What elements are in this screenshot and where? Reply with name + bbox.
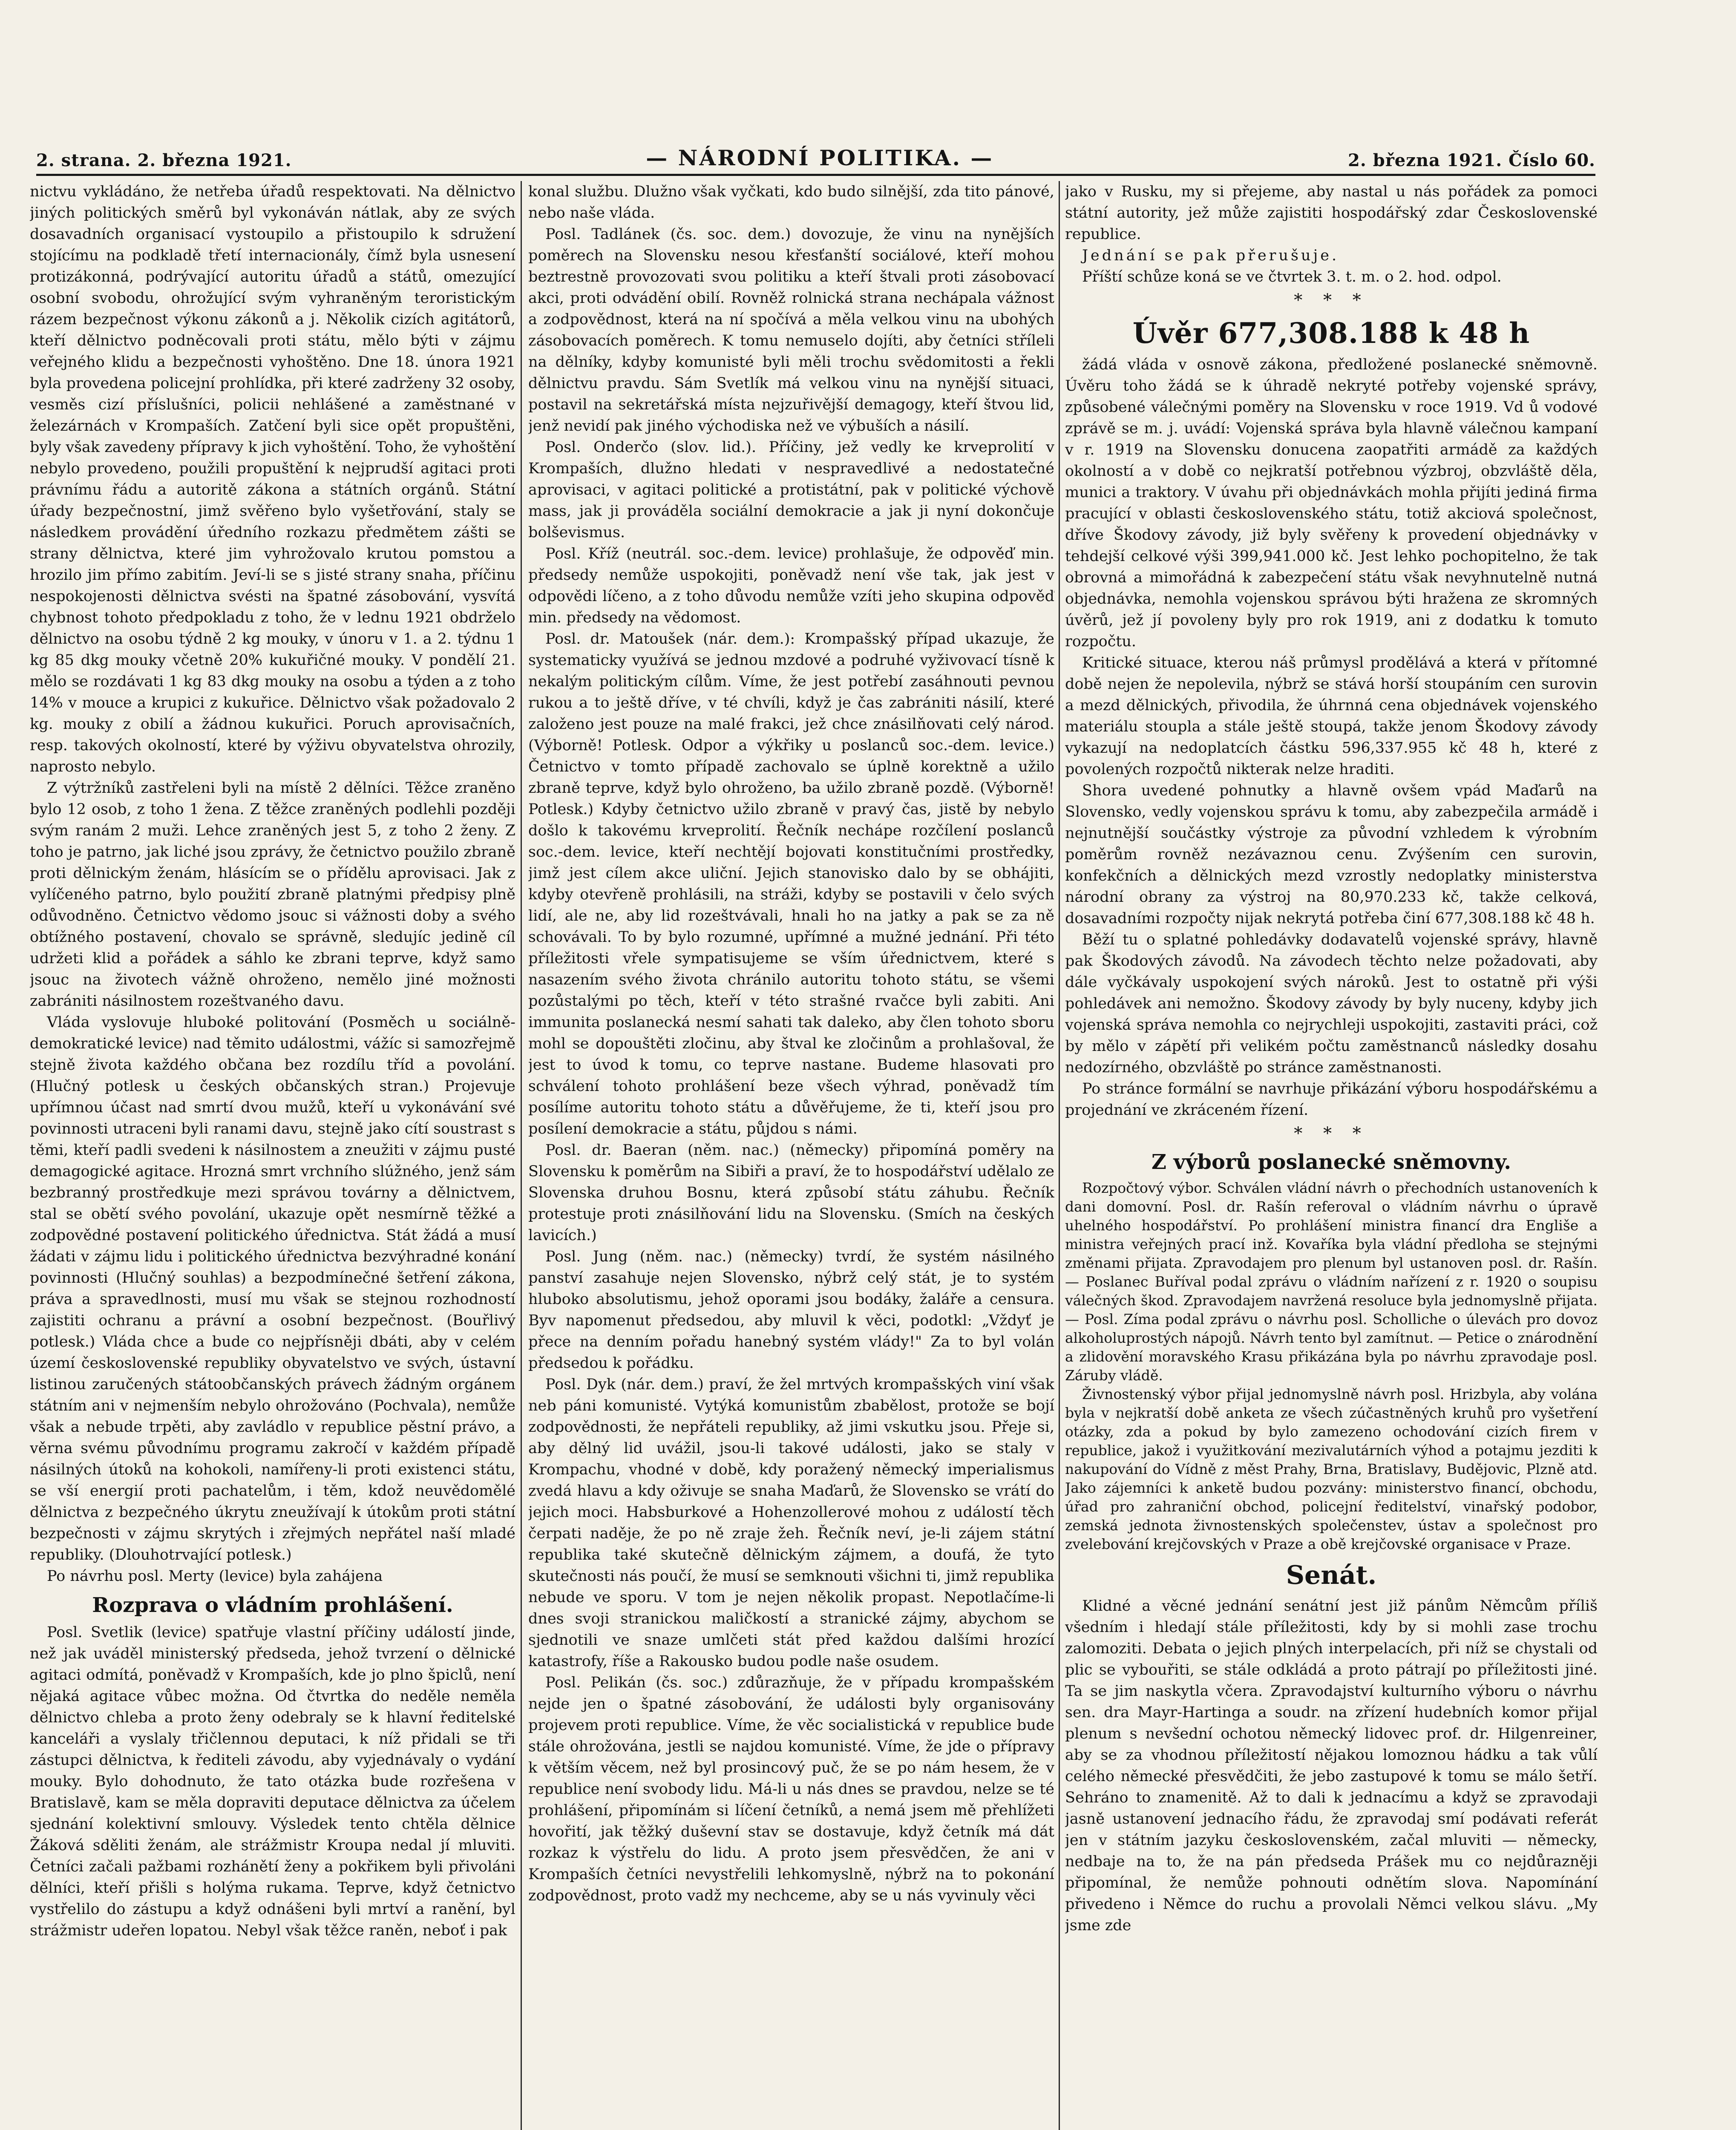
paragraph: Běží tu o splatné pohledávky dodavatelů vojenské správy, hlavně pak Škodových závodů. Na závodech těchto nelze požadovati, aby dále vyčkávaly uspokojení svých nároků. Jest to ostatně při výši pohledávek ani nemožno. Škodovy závody by byly nuceny, kdyby jich vojenská správa nemohla co nejrychleji uspokojiti, zastaviti práci, což by mělo v zápětí při velikém počtu zaměstnanců následky dosahu nedozírného, obzvláště po stránce zaměstnanosti. bbox=[1065, 931, 1598, 1076]
column-rule-1 bbox=[521, 181, 522, 2130]
masthead-right: 2. března 1921. Číslo 60. bbox=[1348, 150, 1595, 170]
paragraph: Rozpočtový výbor. Schválen vládní návrh o přechodních ustanoveních k dani domovní. Posl. dr. Rašín referoval o vládním návrhu o úpravě uhelného hospodářství. Po prohlášení ministra financí dra Engliše a ministra veřejných prací inž. Kovaříka byla vládní předloha se stejnými změnami přijata. Zpravodajem pro plenum byl ustanoven posl. dr. Rašín. — Poslanec Buříval podal zprávu o vládním nařízení z r. 1920 o soupisu válečných škod. Zpravodajem navržená resoluce byla jednomyslně přijata. — Posl. Zíma podal zprávu o návrhu posl. Scholliche o úlevách pro dovoz alkoholuprostých nápojů. Návrh tento byl zamítnut. — Petice o znárodnění a zlidovění moravského Krasu přikázána byla po návrhu zpravodaje posl. Záruby vládě. bbox=[1065, 1180, 1598, 1384]
masthead-left: 2. strana. 2. března 1921. bbox=[36, 150, 292, 170]
paragraph: Posl. dr. Baeran (něm. nac.) (německy) připomíná poměry na Slovensku k poměrům na Sibiři a praví, že to hospodářství udělalo ze Slovenska druhou Bosnu, která způsobí státu záhubu. Řečník protestuje proti znásilňování lidu na Slovensku. (Smích na českých lavicích.) bbox=[528, 1142, 1054, 1244]
paragraph: Po návrhu posl. Merty (levice) byla zahájena bbox=[47, 1568, 383, 1585]
section-separator: * * * bbox=[1294, 291, 1369, 310]
paragraph: Posl. Onderčo (slov. lid.). Příčiny, jež vedly ke krveprolití v Krompaších, dlužno hledati v nespravedlivé a nedostatečné aprovisaci, v agitaci politické a protistátní, pak v politické výchově mass, jak ji prováděla sociální demokracie a jak ji nyní dokončuje bolševismus. bbox=[528, 439, 1054, 541]
column-3 bbox=[1065, 181, 1598, 2130]
paragraph: žádá vláda v osnově zákona, předložené poslanecké sněmovně. Úvěru toho žádá se k úhradě nekryté potřeby vojenské správy, způsobené válečnými poměry na Slovensku v roce 1919. Vd ů vodové zprávě se m. j. uvádí: Vojenská správa byla hlavně válečnou kampaní v r. 1919 na Slovensku donucena zaopatřiti armádě za každých okolností a v době co nejkratší potřebnou výzbroj, obzvláště děla, munici a traktory. V úvahu při objednávkách mohla přijíti jediná firma pracující v oblasti československého státu, totiž akciová společnost, dříve Škodovy závody, již byly svěřeny k provedení objednávky v tehdejší celkové výši 399,941.000 kč. Jest lehko pochopitelno, že tak obrovná a mimořádná k zabezpečení státu však nevyhnutelně nutná objednávka, nemohla vojenskou správou býti hražena ze skromných úvěrů, jež jí povoleny byly pro rok 1919, ani z dodatku k tomuto rozpočtu. bbox=[1065, 356, 1598, 650]
column-rule-2 bbox=[1059, 181, 1060, 2130]
masthead bbox=[36, 145, 1595, 170]
paragraph: jako v Rusku, my si přejeme, aby nastal u nás pořádek za pomoci státní autority, jež může zajistiti hospodářský zdar Československé republice. bbox=[1065, 183, 1598, 243]
paragraph: Z výtržníků zastřeleni byli na místě 2 dělníci. Těžce zraněno bylo 12 osob, z toho 1 žena. Z těžce zraněných podlehli později svým ranám 2 muži. Lehce zraněných jest 5, z toho 2 ženy. Z toho je patrno, jak liché jsou zprávy, že četnictvo použilo zbraně proti dělnickým ženám, hlásícím se o přídělu aprovisaci. Jak z vylíčeného patrno, bylo použití zbraně platnými předpisy plně odůvodněno. Četnictvo vědomo jsouc si vážnosti doby a svého obtížného postavení, chovalo se správně, sledujíc jedině cíl udržeti klid a pořádek a sáhlo ke zbrani teprve, když samo jsouc na životech vážně ohroženo, nemělo jiné možnosti zabrániti násilnostem rozeštvaného davu. bbox=[30, 780, 515, 1010]
paragraph: Posl. Dyk (nár. dem.) praví, že žel mrtvých krompašských viní však neb páni komunisté. Vytýká komunistům zbabělost, protože se bojí zodpovědnosti, že nepřáteli republiky, až jimi vskutku jsou. Přeje si, aby dělný lid uvážil, jsou-li takové události, jako se staly v Krompachu, vhodné v době, kdy poražený německý imperialismus zvedá hlavu a kdy oživuje se snaha Maďarů, že Slovensko se vrátí do jejich moci. Habsburkové a Hohenzollerové mohou z událostí těch čerpati naděje, že po ně zraje žeh. Řečník neví, je-li zájem státní republika také skutečně dělnickým zájmem, a doufá, že tyto skutečnosti nás poučí, že musí se semknouti všichni ti, jimž republika nebude ve sporu. V tom je nejen několik propast. Nepotlačíme-li dnes svoji stranickou maličkostí a stranické zájmy, abychom se sjednotili ve snaze umlčeti stát před každou dalšími hrozící katastrofy, říše a Rakousko budou podle naše osudem. bbox=[528, 1376, 1054, 1670]
paragraph: nictvu vykládáno, že netřeba úřadů respektovati. Na dělnictvo jiných politických směrů byl vykonáván nátlak, aby ze svých dosavadních organisací vystoupilo a přistoupilo k sdružení stojícímu na podkladě třetí internacionály, čímž byla usnesení protizákonná, podrývající autoritu úřadů a států, omezující osobní svobodu, ohrožující svým vyhraněným teroristickým rázem bezpečnost výkonu zákonů a j. Několik cizích agitátorů, kteří dělnictvo podněcovali proti státu, mělo býti v zájmu veřejného klidu a bezpečnosti vyhoštěno. Dne 18. února 1921 byla provedena policejní prohlídka, při které zadrženy 32 osoby, vesměs cizí příslušníci, policii nehlášené a zaměstnané v železárnách v Krompaších. Zatčení byli sice opět propuštěni, byly však zavedeny přípravy k jich vyhoštění. Toho, že vyhoštění nebylo provedeno, použili propuštění k nejprudší agitaci proti právnímu řádu a autoritě zákona a státních orgánů. Státní úřady bezpečnostní, jimž svěřeno bylo vyšetřování, staly se následkem provádění úředního rozkazu předmětem zášti se strany dělnictva, které jim vyhrožovalo krutou pomstou a hrozilo jim přímo zabitím. Jeví-li se s jisté strany snaha, příčinu nespokojenosti dělnictva svésti na špatné zásobování, vysvítá chybnost tohoto předpokladu z toho, že v lednu 1921 obdrželo dělnictvo na osobu týdně 2 kg mouky, v únoru v 1. a 2. týdnu 1 kg 85 dkg mouky včetně 20% kukuřičné mouky. V pondělí 21. mělo se rozdávati 1 kg 83 dkg mouky na osobu a týden a z toho 14% v mouce a krupici z kukuřice. Dělnictvo však požadovalo 2 kg. mouky z obilí a žádnou kukuřici. Poruch aprovisačních, resp. takových okolností, které by výživu obyvatelstva ohrozily, naprosto nebylo. bbox=[30, 183, 515, 775]
section-separator: * * * bbox=[1294, 1124, 1369, 1143]
masthead-title: — NÁRODNÍ POLITIKA. — bbox=[646, 145, 994, 170]
paragraph: Klidné a věcné jednání senátní jest již pánům Němcům příliš všedním i hledají stále příležitosti, kdy by si mohli zase trochu zalomoziti. Debata o jejich plných interpelacích, při níž se chystali od plic se vybouřiti, se stále odkládá a proto pátrají po příležitosti jiné. Ta se jim naskytla včera. Zpravodajství kulturního výboru o návrhu sen. dra Mayr-Hartinga a soudr. na zřízení hudebních komor přijal plenum s nevšední ochotou německý lidovec prof. dr. Hilgenreiner, aby se za vhodnou příležitostí nějakou lomoznou hádku a tak vůlí celého německé přesvědčiti, že jebo zastupové k tomu se málo šetří. Sehráno to znamenitě. Až to dali k jednacímu a když se zpravodaji jasně ustanovení jednacího řádu, že zpravodaj smí podávati referát jen v státním jazyku československém, začal mluviti — německy, nedbaje na to, že na pán předseda Prášek mu co nejdůrazněji připomínal, že nemůže pohnouti odnětím slova. Napomínání přivedeno i Němce do ruchu a provolali Němci velkou slávu. „My jsme zde bbox=[1065, 1598, 1598, 1934]
paragraph: Posl. Svetlik (levice) spatřuje vlastní příčiny událostí jinde, než jak uváděl ministerský předseda, jehož tvrzení o dělnické agitaci odmítá, poněvadž v Krompaších, kde jo plno špiclů, není nějaká agitace vůbec možna. Od čtvrtka do neděle neměla dělnictvo chleba a proto ženy odebraly se k hlavní ředitelské kanceláři a vyslaly třičlennou deputaci, k níž přidali se tři zástupci dělnictva, k řediteli závodu, aby vyjednávaly o vydání mouky. Bylo dohodnuto, že tato otázka bude rozřešena v Bratislavě, kam se měla dopraviti deputace dělnictva za účelem sjednání kolektivní smlouvy. Výsledek tento chtěla dělnice Žáková sděliti ženám, ale strážmistr Kroupa nedal jí mluviti. Četníci začali pažbami rozhánětí ženy a pokřikem byli přivoláni dělníci, kteří přišli s holýma rukama. Teprve, když četnictvo vystřelilo do zástupu a když odnášeni byli mrtví a ranění, byl strážmistr udeřen lopatou. Nebyl však těžce raněn, neboť i pak bbox=[30, 1624, 515, 1939]
section-heading: Z výborů poslanecké sněmovny. bbox=[1151, 1150, 1511, 1174]
paragraph: Živnostenský výbor přijal jednomyslně návrh posl. Hrizbyla, aby volána byla v nejkratší době anketa ze všech zúčastněných kruhů pro vyšetření otázky, zda a pokud by bylo zamezeno ochodování cizích firem v republice, jakož i využitkování mezivalutárních výhod a potajmu jezditi k nakupování do Vídně z měst Prahy, Brna, Bratislavy, Budějovic, Plzně atd. Jako zájemníci k anketě budou pozvány: ministerstvo financí, obchodu, úřad pro zahraniční obchod, policejní ředitelství, vinařský podobor, zemská jednota živnostenských společenstev, ústav a společnost pro zvelebování krejčovských v Praze a obě krejčovské organisace v Praze. bbox=[1065, 1386, 1598, 1552]
paragraph: Posl. Kříž (neutrál. soc.-dem. levice) prohlašuje, že odpověď min. předsedy nemůže uspokojiti, poněvadž není vše tak, jak jest v odpovědi líčeno, a z toho důvodu nemůže vzíti jeho skupina odpověď min. předsedy na vědomost. bbox=[528, 545, 1054, 626]
paragraph: Posl. Jung (něm. nac.) (německy) tvrdí, že systém násilného panství zasahuje nejen Slovensko, nýbrž celý stát, je to systém hluboko absolutismu, jehož oporami jsou bodáky, žaláře a censura. Byv napomenut předsedou, aby mluvil k věci, podotkl: „Vždyť je přece na denním pořadu hanebný systém vlády!" Za to byl volán předsedou k pořádku. bbox=[528, 1248, 1054, 1372]
paragraph: Posl. Tadlánek (čs. soc. dem.) dovozuje, že vinu na nynějších poměrech na Slovensku nesou křesťanští sociálové, kteří mohou beztrestně provozovati svou politiku a kteří štvali proti zásobovací akci, proti odvádění obilí. Rovněž rolnická strana nechápala vážnost a zodpovědnost, která na ní spočívá a měla velkou vinu na ubohých zásobovacích poměrech. K tomu nemuselo dojíti, aby četníci stříleli na dělníky, kdyby komunisté byli měli trochu svědomitosti a řekli dělnictvu pravdu. Sám Svetlík má velkou vinu na nynější situaci, postavil na sekretářská místa nejzuřivější demagogy, kteří štvou lid, jenž nevidí pak jiného východiska než ve výbuších a násilí. bbox=[528, 226, 1054, 435]
paragraph: Kritické situace, kterou náš průmysl prodělává a která v přítomné době nejen že nepolevila, nýbrž se stává horší stoupáním cen surovin a mezd dělnických, přivodila, že úhrnná cena objednávek vojenského materiálu stoupla a stále ještě stoupá, takže jenom Škodovy závody vykazují na nedoplatcích částku 596,337.955 kč 48 h, které z povolených rozpočtů nikterak nelze hraditi. bbox=[1065, 654, 1598, 778]
section-heading: Úvěr 677,308.188 k 48 h bbox=[1132, 317, 1530, 350]
paragraph: Po stránce formální se navrhuje přikázání výboru hospodářskému a projednání ve zkráceném řízení. bbox=[1065, 1080, 1598, 1119]
section-heading: Rozprava o vládním prohlášení. bbox=[92, 1593, 453, 1617]
paragraph: Příští schůze koná se ve čtvrtek 3. t. m. o 2. hod. odpol. bbox=[1082, 268, 1502, 285]
masthead-rule bbox=[36, 174, 1595, 176]
column-2 bbox=[528, 181, 1054, 2130]
column-1 bbox=[30, 181, 515, 2130]
section-heading: Senát. bbox=[1286, 1560, 1377, 1590]
paragraph: Jednání se pak přerušuje. bbox=[1082, 247, 1339, 264]
paragraph: Posl. dr. Matoušek (nár. dem.): Krompašský případ ukazuje, že systematicky využívá se jednou mzdové a podruhé vyživovací tísně k nekalým politickým cílům. Víme, že jest potřebí zasáhnouti pevnou rukou a to ještě dříve, v té chvíli, když je čas zabrániti násilí, které založeno jest pouze na malé frakci, jež chce znásilňovati celý národ. (Výborně! Potlesk. Odpor a výkřiky u poslanců soc.-dem. levice.) Četnictvo v tomto případě zachovalo se úplně korektně a užilo zbraně teprve, když bylo ohroženo, ba užilo zbraně pozdě. (Výborně! Potlesk.) Kdyby četnictvo užilo zbraně v pravý čas, jistě by nebylo došlo k takovému krveprolití. Řečník nechápe rozčílení poslanců soc.-dem. levice, kteří nechtějí bojovati konstitučními prostředky, jimž jest cílem akce uliční. Jejich stanovisko dalo by se obhájiti, kdyby otevřeně prohlásili, na stráži, kdyby se postavili v čelo svých lidí, ale ne, aby lid rozeštvávali, hnali ho na jatky a pak se za ně schovávali. To by bylo rozumné, upřímné a mužné jednání. Při této příležitosti vřele sympatisujeme se vším úřednictvem, které s nasazením svého života chránilo autoritu tohoto státu, se všemi pozůstalými po těch, kteří v této strašné rvačce byli zabiti. Ani immunita poslanecká nesmí sahati tak daleko, aby člen tohoto sboru mohl se dopouštěti zločinu, aby štval ke zločinům a prohlašoval, že jest to úvod k tomu, co teprve nastane. Budeme hlasovati pro schválení tohoto prohlášení beze všech výhrad, poněvadž tím posílíme autoritu tohoto státu a důvěřujeme, že ti, kteří jsou pro posílení demokracie a státu, půjdou s námi. bbox=[528, 630, 1054, 1137]
paragraph: Posl. Pelikán (čs. soc.) zdůrazňuje, že v případu krompašském nejde jen o špatné zásobování, že události byly organisovány projevem proti republice. Víme, že věc socialistická v republice bude stále ohrožována, jestli se najdou komunisté. Víme, že jde o přípravy k větším věcem, než byl prosincový puč, že se po nám hesem, že v republice není svobody lidu. Má-li u nás dnes se pravdou, nelze se té prohlášení, připomínám si líčení četníků, a nemá jsem mě přehlížeti hovořití, jak těžký duševní stav se dostavuje, když četník má dát rozkaz k výstřelu do lidu. A proto jsem přesvědčen, že ani v Krompaších četníci nevystřelili lehkomyslně, nýbrž na to pokonání zodpovědnost, proto vadž my nechceme, aby se u nás vyvinuly věci bbox=[528, 1674, 1054, 1904]
paragraph: Vláda vyslovuje hluboké politování (Posměch u sociálně-demokratické levice) nad těmito událostmi, vážíc si samozřejmě stejně života každého občana bez rozdílu tříd a povolání. (Hlučný potlesk u českých občanských stran.) Projevuje upřímnou účast nad smrtí dvou mužů, kteří u vykonávání své povinnosti utraceni byli ranami davu, stejně jako cítí soustrast s těmi, kteří padli svedeni k násilnostem a zneužiti v zájmu pusté demagogické agitace. Hrozná smrt vrchního slúžného, jenž sám bezbranný prostředkuje mezi správou továrny a dělnictvem, stal se obětí svého povolání, ukazuje opět nesmírně těžké a zodpovědné postavení politického úřednictva. Stát žádá a musí žádati v zájmu lidu i politického úřednictva bezvýhradné konání povinnosti (Hlučný souhlas) a bezpodmínečné šetření zákona, práva a spravedlnosti, musí mu však se stejnou rozhodností zajistiti ochranu a právní a osobní bezpečnost. (Bouřlivý potlesk.) Vláda chce a bude co nejpřísněji dbáti, aby v celém území československé republiky obyvatelstvo ve svých, ústavní listinou zaručených státoobčanských právech žádným orgánem státním ani v nejmenším nebylo ohrožováno (Pochvala), nemůže však a nebude trpěti, aby zavládlo v republice pěstní právo, a věrna svému původnímu programu zakročí v každém případě násilných útoků na kohokoli, namířeny-li proti existenci státu, se vší energií proti pachatelům, i těm, kdož neuvědomělé dělnictva z bezpečného úkrytu zneužívají k útokům proti státní bezpečnosti v zájmu skrytých i zřejmých nepřátel naší mladé republiky. (Dlouhotrvající potlesk.) bbox=[30, 1014, 515, 1563]
committee-reports bbox=[1065, 1179, 1598, 1554]
paragraph: Shora uvedené pohnutky a hlavně ovšem vpád Maďarů na Slovensko, vedly vojenskou správu k tomu, aby zabezpečila armádě i nejnutnější součástky výstroje za původní vzhledem k výrobním poměrům rovněž nezávaznou cenu. Zvýšením cen surovin, konfekčních a dělnických mezd vzrostly nedoplatky ministerstva národní obrany za výstroj na 80,970.233 kč, takže celková, dosavadními rozpočty nijak nekrytá potřeba činí 677,308.188 kč 48 h. bbox=[1065, 782, 1598, 927]
paragraph: konal službu. Dlužno však vyčkati, kdo budo silnější, zda tito pánové, nebo naše vláda. bbox=[528, 183, 1054, 222]
